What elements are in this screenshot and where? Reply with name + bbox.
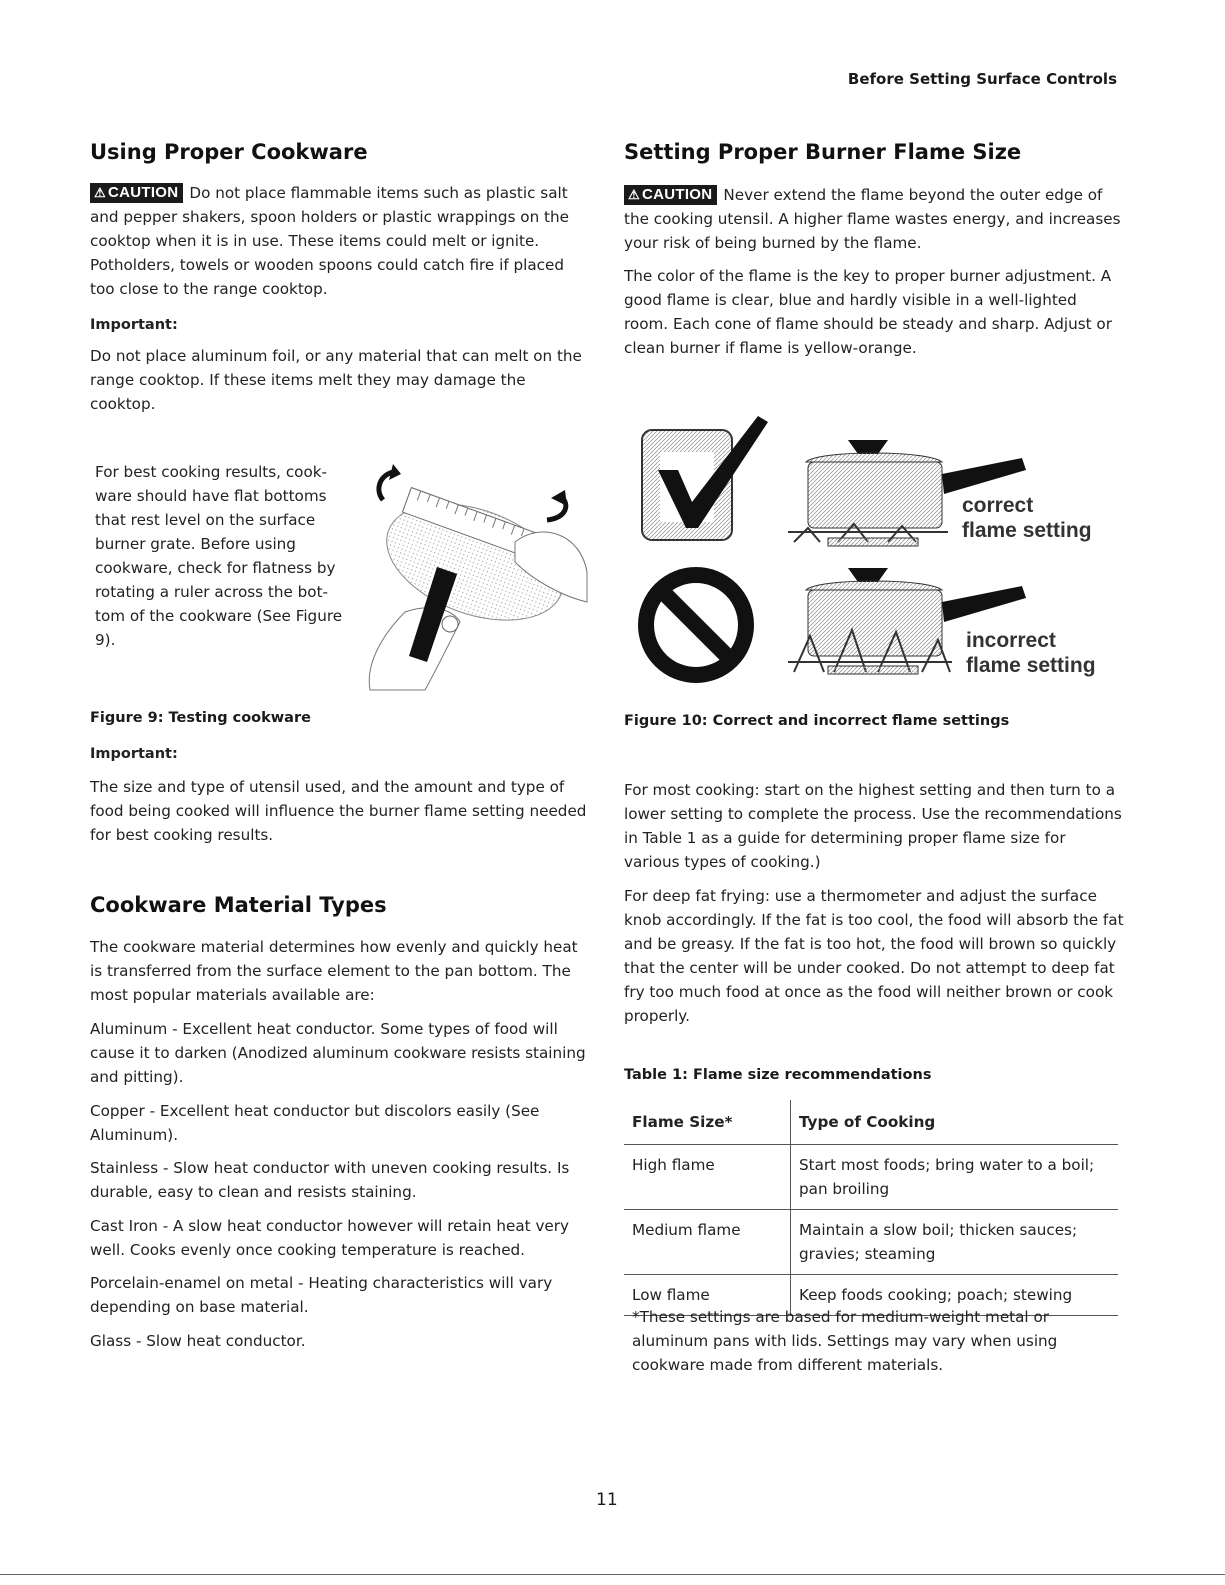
figure9-description: For best cooking results, cook-ware should have flat bottoms that rest level on the surface burner grate. Before using cookware, check for flatness by rotating a ruler across the bot-tom of the cookware (See Figure 9). [95, 463, 343, 649]
table1-caption: Table 1: Flame size recommendations [624, 1067, 932, 1083]
material-porcelain: Porcelain-enamel on metal - Heating characteristics will vary depending on base material. [90, 1274, 553, 1316]
incorrect-label-line2: flame setting [966, 654, 1096, 677]
caution-paragraph-flame: ⚠ CAUTION Never extend the flame beyond the outer edge of the cooking utensil. A higher flame wastes energy, and increases your risk of being burned by the flame. [624, 186, 1121, 252]
rotate-arrow-icon-right [547, 490, 567, 520]
figure10-illustration [638, 410, 1098, 690]
important-label-2: Important: [90, 746, 178, 762]
important-label-1: Important: [90, 317, 178, 333]
table-footnote: *These settings are based for medium-weight metal or aluminum pans with lids. Settings may vary when using cookware made from different materials. [632, 1308, 1058, 1374]
aluminum-foil-paragraph: Do not place aluminum foil, or any material that can melt on the range cooktop. If these items melt they may damage the cooktop. [90, 347, 582, 413]
material-stainless: Stainless - Slow heat conductor with uneven cooking results. Is durable, easy to clean and resists staining. [90, 1159, 570, 1201]
utensil-size-paragraph: The size and type of utensil used, and the amount and type of food being cooked will influence the burner flame setting needed for best cooking results. [90, 778, 587, 844]
rotate-arrow-icon-left [379, 464, 401, 500]
table-cell-type: Maintain a slow boil; thicken sauces; gravies; steaming [791, 1210, 1119, 1275]
table-row [624, 1145, 1118, 1210]
flame-size-table [624, 1100, 1118, 1316]
warning-triangle-icon: ⚠ [628, 187, 640, 202]
table-cell-size: High flame [624, 1145, 791, 1210]
figure10-caption: Figure 10: Correct and incorrect flame settings [624, 713, 1010, 729]
incorrect-label-line1: incorrect [966, 629, 1056, 652]
deep-fat-frying-paragraph: For deep fat frying: use a thermometer and adjust the surface knob accordingly. If the fat is too cool, the food will absorb the fat and be greasy. If the fat is too hot, the food will brown so quickly that the center will be under cooked. Do not attempt to deep fat fry too much food at once as the food will neither brown or cook properly. [624, 887, 1124, 1025]
table-header-flame-size: Flame Size* [624, 1100, 791, 1145]
section-title-using-proper-cookware: Using Proper Cookware [90, 140, 368, 164]
table-cell-size: Low flame [624, 1275, 791, 1316]
table-header-type-of-cooking: Type of Cooking [799, 1113, 936, 1131]
section-title-cookware-material-types: Cookware Material Types [90, 893, 387, 917]
caution-paragraph-cookware: ⚠ CAUTION Do not place flammable items such as plastic salt and pepper shakers, spoon holders or plastic wrappings on the cooktop when it is in use. These items could melt or ignite. Potholders, towels or wooden spoons could catch fire if placed too close to the range cooktop. [90, 184, 569, 298]
page-number: 11 [596, 1490, 618, 1510]
caution-badge: ⚠ CAUTION [624, 185, 717, 205]
figure9-caption: Figure 9: Testing cookware [90, 710, 311, 726]
correct-label-line1: correct [962, 494, 1034, 517]
material-cast-iron: Cast Iron - A slow heat conductor however will retain heat very well. Cooks evenly once cooking temperature is reached. [90, 1217, 570, 1259]
material-aluminum: Aluminum - Excellent heat conductor. Some types of food will cause it to darken (Anodized aluminum cookware resists staining and pitting). [90, 1020, 586, 1086]
table-cell-type: Keep foods cooking; poach; stewing [791, 1275, 1119, 1316]
table-header-row [624, 1100, 1118, 1145]
cookware-material-intro: The cookware material determines how evenly and quickly heat is transferred from the surface element to the pan bottom. The most popular materials available are: [90, 938, 578, 1004]
table-row [624, 1210, 1118, 1275]
table-cell-type: Start most foods; bring water to a boil; pan broiling [791, 1145, 1119, 1210]
section-title-burner-flame-size: Setting Proper Burner Flame Size [624, 140, 1022, 164]
table-cell-size: Medium flame [624, 1210, 791, 1275]
warning-triangle-icon: ⚠ [94, 185, 106, 200]
material-glass: Glass - Slow heat conductor. [90, 1332, 306, 1350]
material-copper: Copper - Excellent heat conductor but discolors easily (See Aluminum). [90, 1102, 540, 1144]
figure9-illustration [365, 462, 590, 692]
flame-color-paragraph: The color of the flame is the key to proper burner adjustment. A good flame is clear, blue and hardly visible in a well-lighted room. Each cone of flame should be steady and sharp. Adjust or clean burner if flame is yellow-orange. [624, 267, 1112, 357]
bottom-rule [0, 1574, 1225, 1575]
most-cooking-paragraph: For most cooking: start on the highest setting and then turn to a lower setting to complete the process. Use the recommendations in Table 1 as a guide for determining proper flame size for various types of cooking.) [624, 781, 1122, 871]
prohibited-icon [646, 575, 746, 675]
correct-label-line2: flame setting [962, 519, 1092, 542]
caution-badge: ⚠ CAUTION [90, 183, 183, 203]
page-header: Before Setting Surface Controls [847, 70, 1117, 88]
check-mark-icon [642, 416, 768, 540]
